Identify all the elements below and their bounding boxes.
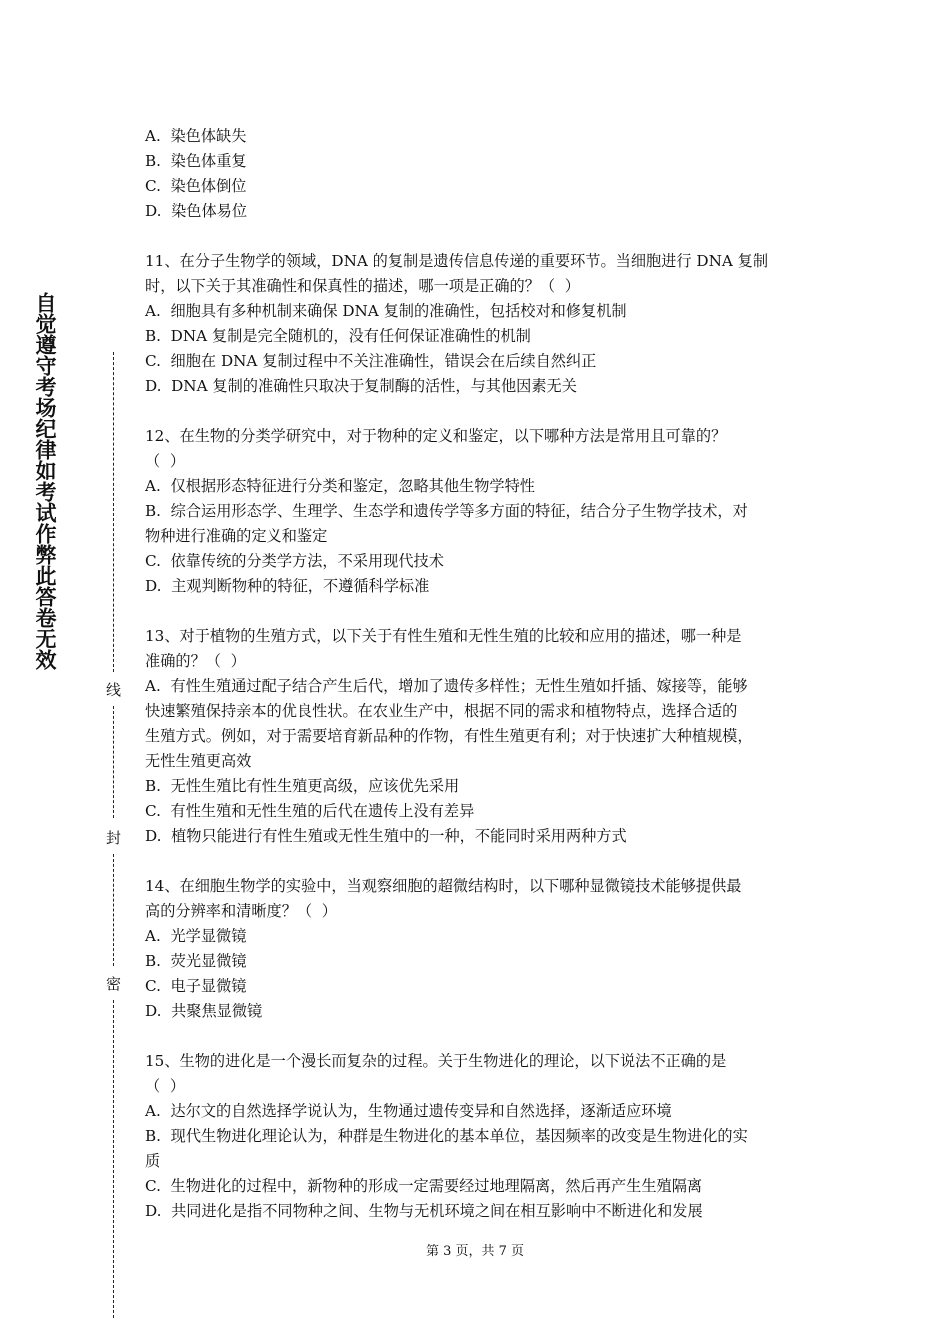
question-line: B. 无性生殖比有性生殖更高级，应该优先采用 — [145, 777, 460, 795]
question-line: 13、对于植物的生殖方式，以下关于有性生殖和无性生殖的比较和应用的描述，哪一种是 — [145, 627, 742, 645]
binding-dashed-line — [113, 352, 114, 672]
page-number: 第 3 页，共 7 页 — [425, 1244, 525, 1259]
question-line: 15、生物的进化是一个漫长而复杂的过程。关于生物进化的理论，以下说法不正确的是 — [145, 1052, 727, 1070]
block-spacer — [145, 599, 810, 624]
question-line: C. 有性生殖和无性生殖的后代在遗传上没有差异 — [145, 802, 475, 820]
question-line: D. 共同进化是指不同物种之间、生物与无机环境之间在相互影响中不断进化和发展 — [145, 1202, 703, 1220]
question-line: A. 染色体缺失 — [145, 127, 247, 145]
question-line: 质 — [145, 1152, 161, 1170]
exam-discipline-notice: 自觉遵守考场纪律如考试作弊此答卷无效 — [33, 292, 57, 670]
question-15 — [145, 1049, 810, 1224]
question-line: 11、在分子生物学的领域，DNA 的复制是遗传信息传递的重要环节。当细胞进行 DNA 复制 — [145, 252, 769, 270]
question-14 — [145, 874, 810, 1024]
question-line: D. 主观判断物种的特征，不遵循科学标准 — [145, 577, 430, 595]
block-spacer — [145, 399, 810, 424]
binding-dashed-line — [113, 1000, 114, 1318]
question-line: B. 综合运用形态学、生理学、生态学和遗传学等多方面的特征，结合分子生物学技术，对 — [145, 502, 748, 520]
question-12 — [145, 424, 810, 599]
question-content — [145, 124, 810, 1224]
question-line: C. 生物进化的过程中，新物种的形成一定需要经过地理隔离，然后再产生生殖隔离 — [145, 1177, 703, 1195]
question-line: A. 细胞具有多种机制来确保 DNA 复制的准确性，包括校对和修复机制 — [145, 302, 627, 320]
question-line: （ ） — [145, 452, 186, 470]
question-line: C. 染色体倒位 — [145, 177, 247, 195]
question-line: A. 有性生殖通过配子结合产生后代，增加了遗传多样性；无性生殖如扦插、嫁接等，能够 — [145, 677, 748, 695]
block-spacer — [145, 224, 810, 249]
question-line: B. 荧光显微镜 — [145, 952, 247, 970]
question-line: 物种进行准确的定义和鉴定 — [145, 527, 328, 545]
question-line: （ ） — [145, 1077, 186, 1095]
question-line: A. 光学显微镜 — [145, 927, 247, 945]
question-line: 14、在细胞生物学的实验中，当观察细胞的超微结构时，以下哪种显微镜技术能够提供最 — [145, 877, 742, 895]
question-line: A. 仅根据形态特征进行分类和鉴定，忽略其他生物学特性 — [145, 477, 535, 495]
question-line: D. DNA 复制的准确性只取决于复制酶的活性，与其他因素无关 — [145, 377, 577, 395]
question-line: B. 染色体重复 — [145, 152, 247, 170]
block-spacer — [145, 1024, 810, 1049]
question-line: 时，以下关于其准确性和保真性的描述，哪一项是正确的？（ ） — [145, 277, 580, 295]
question-10-options — [145, 124, 810, 224]
binding-dashed-line — [113, 706, 114, 818]
question-line: 高的分辨率和清晰度？（ ） — [145, 902, 337, 920]
question-line: D. 共聚焦显微镜 — [145, 1002, 263, 1020]
question-line: 生殖方式。例如，对于需要培育新品种的作物，有性生殖更有利；对于快速扩大种植规模， — [145, 727, 753, 745]
binding-dashed-line — [113, 854, 114, 966]
question-line: B. 现代生物进化理论认为，种群是生物进化的基本单位，基因频率的改变是生物进化的实 — [145, 1127, 748, 1145]
question-line: 12、在生物的分类学研究中，对于物种的定义和鉴定，以下哪种方法是常用且可靠的？ — [145, 427, 727, 445]
question-line: 准确的？（ ） — [145, 652, 246, 670]
seal-char-mi: 密 — [106, 975, 122, 993]
question-line: D. 植物只能进行有性生殖或无性生殖中的一种，不能同时采用两种方式 — [145, 827, 627, 845]
question-line: 无性生殖更高效 — [145, 752, 252, 770]
block-spacer — [145, 849, 810, 874]
question-line: C. 电子显微镜 — [145, 977, 247, 995]
question-13 — [145, 624, 810, 849]
seal-char-xian: 线 — [106, 681, 122, 699]
seal-char-feng: 封 — [106, 829, 122, 847]
question-line: B. DNA 复制是完全随机的，没有任何保证准确性的机制 — [145, 327, 531, 345]
question-line: C. 细胞在 DNA 复制过程中不关注准确性，错误会在后续自然纠正 — [145, 352, 597, 370]
question-line: A. 达尔文的自然选择学说认为，生物通过遗传变异和自然选择，逐渐适应环境 — [145, 1102, 672, 1120]
question-11 — [145, 249, 810, 399]
question-line: C. 依靠传统的分类学方法，不采用现代技术 — [145, 552, 444, 570]
question-line: 快速繁殖保持亲本的优良性状。在农业生产中，根据不同的需求和植物特点，选择合适的 — [145, 702, 738, 720]
question-line: D. 染色体易位 — [145, 202, 248, 220]
